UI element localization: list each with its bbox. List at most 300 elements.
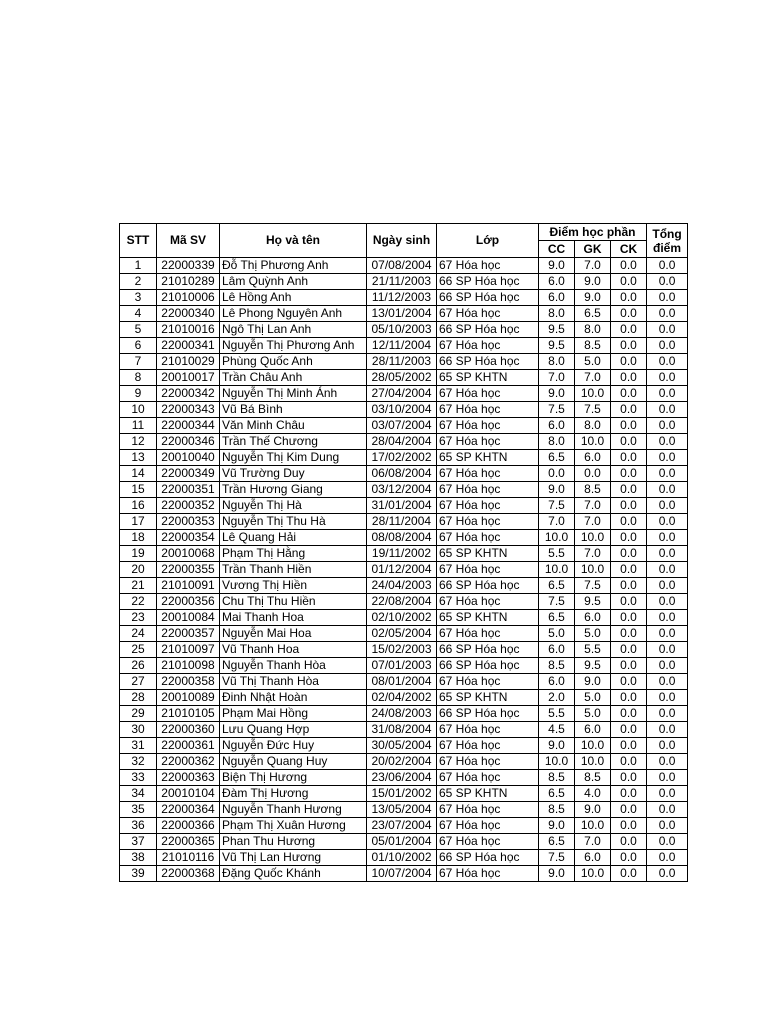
cell-ck: 0.0 xyxy=(611,674,647,690)
cell-gk: 7.0 xyxy=(575,514,611,530)
cell-cc: 9.0 xyxy=(539,386,575,402)
cell-lop: 67 Hóa học xyxy=(437,738,539,754)
cell-ngay-sinh: 12/11/2004 xyxy=(367,338,437,354)
cell-ngay-sinh: 08/08/2004 xyxy=(367,530,437,546)
table-row xyxy=(120,818,688,834)
cell-ck: 0.0 xyxy=(611,802,647,818)
cell-gk: 10.0 xyxy=(575,818,611,834)
cell-tong-diem: 0.0 xyxy=(647,514,688,530)
cell-lop: 66 SP Hóa học xyxy=(437,850,539,866)
cell-ho-ten: Đinh Nhật Hoàn xyxy=(220,690,367,706)
cell-ho-ten: Vũ Thanh Hoa xyxy=(220,642,367,658)
cell-stt: 39 xyxy=(120,866,157,882)
cell-gk: 5.0 xyxy=(575,690,611,706)
cell-ho-ten: Nguyễn Thị Thu Hà xyxy=(220,514,367,530)
cell-ho-ten: Ngô Thị Lan Anh xyxy=(220,322,367,338)
cell-cc: 6.5 xyxy=(539,450,575,466)
cell-ho-ten: Lê Hồng Anh xyxy=(220,290,367,306)
cell-stt: 30 xyxy=(120,722,157,738)
cell-ma-sv: 21010029 xyxy=(157,354,220,370)
cell-gk: 4.0 xyxy=(575,786,611,802)
cell-lop: 66 SP Hóa học xyxy=(437,290,539,306)
cell-cc: 8.0 xyxy=(539,354,575,370)
cell-tong-diem: 0.0 xyxy=(647,802,688,818)
header-gk: GK xyxy=(575,241,611,258)
cell-gk: 10.0 xyxy=(575,434,611,450)
cell-ho-ten: Nguyễn Đức Huy xyxy=(220,738,367,754)
cell-stt: 18 xyxy=(120,530,157,546)
table-row xyxy=(120,850,688,866)
table-row xyxy=(120,322,688,338)
cell-tong-diem: 0.0 xyxy=(647,322,688,338)
cell-ck: 0.0 xyxy=(611,738,647,754)
cell-ngay-sinh: 24/04/2003 xyxy=(367,578,437,594)
cell-tong-diem: 0.0 xyxy=(647,290,688,306)
cell-ma-sv: 22000341 xyxy=(157,338,220,354)
cell-cc: 7.0 xyxy=(539,370,575,386)
cell-ngay-sinh: 08/01/2004 xyxy=(367,674,437,690)
cell-ho-ten: Nguyễn Thị Hà xyxy=(220,498,367,514)
cell-lop: 67 Hóa học xyxy=(437,754,539,770)
cell-ho-ten: Vũ Trường Duy xyxy=(220,466,367,482)
cell-gk: 9.5 xyxy=(575,658,611,674)
cell-stt: 7 xyxy=(120,354,157,370)
cell-ck: 0.0 xyxy=(611,482,647,498)
cell-stt: 21 xyxy=(120,578,157,594)
cell-tong-diem: 0.0 xyxy=(647,530,688,546)
cell-stt: 11 xyxy=(120,418,157,434)
cell-ck: 0.0 xyxy=(611,642,647,658)
cell-ck: 0.0 xyxy=(611,578,647,594)
cell-ho-ten: Nguyễn Thị Minh Ánh xyxy=(220,386,367,402)
cell-ck: 0.0 xyxy=(611,562,647,578)
cell-ck: 0.0 xyxy=(611,402,647,418)
cell-cc: 7.5 xyxy=(539,402,575,418)
cell-ma-sv: 20010089 xyxy=(157,690,220,706)
cell-ngay-sinh: 07/08/2004 xyxy=(367,258,437,274)
cell-ho-ten: Trần Hương Giang xyxy=(220,482,367,498)
cell-gk: 10.0 xyxy=(575,866,611,882)
cell-stt: 20 xyxy=(120,562,157,578)
header-diem-hoc-phan: Điểm học phần xyxy=(539,224,647,241)
table-body xyxy=(120,258,688,882)
cell-ma-sv: 20010068 xyxy=(157,546,220,562)
cell-cc: 8.5 xyxy=(539,802,575,818)
cell-cc: 9.0 xyxy=(539,866,575,882)
cell-stt: 36 xyxy=(120,818,157,834)
table-row xyxy=(120,306,688,322)
cell-ck: 0.0 xyxy=(611,434,647,450)
cell-lop: 67 Hóa học xyxy=(437,594,539,610)
table-row xyxy=(120,578,688,594)
cell-ma-sv: 21010006 xyxy=(157,290,220,306)
cell-ma-sv: 21010098 xyxy=(157,658,220,674)
cell-ma-sv: 22000344 xyxy=(157,418,220,434)
cell-stt: 13 xyxy=(120,450,157,466)
cell-ho-ten: Vũ Bá Bình xyxy=(220,402,367,418)
cell-ck: 0.0 xyxy=(611,690,647,706)
cell-ho-ten: Mai Thanh Hoa xyxy=(220,610,367,626)
header-lop: Lớp xyxy=(437,224,539,258)
cell-ck: 0.0 xyxy=(611,706,647,722)
cell-tong-diem: 0.0 xyxy=(647,674,688,690)
cell-ck: 0.0 xyxy=(611,386,647,402)
cell-ma-sv: 21010016 xyxy=(157,322,220,338)
cell-ngay-sinh: 24/08/2003 xyxy=(367,706,437,722)
cell-ma-sv: 22000354 xyxy=(157,530,220,546)
cell-tong-diem: 0.0 xyxy=(647,418,688,434)
cell-gk: 6.0 xyxy=(575,850,611,866)
table-row xyxy=(120,866,688,882)
cell-gk: 9.5 xyxy=(575,594,611,610)
cell-ck: 0.0 xyxy=(611,770,647,786)
cell-lop: 65 SP KHTN xyxy=(437,370,539,386)
table-row xyxy=(120,530,688,546)
cell-cc: 5.5 xyxy=(539,706,575,722)
cell-gk: 7.0 xyxy=(575,498,611,514)
cell-lop: 67 Hóa học xyxy=(437,258,539,274)
cell-ma-sv: 22000349 xyxy=(157,466,220,482)
cell-ngay-sinh: 23/07/2004 xyxy=(367,818,437,834)
cell-tong-diem: 0.0 xyxy=(647,386,688,402)
cell-ho-ten: Lưu Quang Hợp xyxy=(220,722,367,738)
cell-ma-sv: 22000363 xyxy=(157,770,220,786)
cell-lop: 67 Hóa học xyxy=(437,434,539,450)
table-row xyxy=(120,834,688,850)
table-row xyxy=(120,290,688,306)
cell-ngay-sinh: 02/05/2004 xyxy=(367,626,437,642)
cell-ngay-sinh: 31/08/2004 xyxy=(367,722,437,738)
cell-gk: 7.0 xyxy=(575,258,611,274)
cell-gk: 9.0 xyxy=(575,674,611,690)
cell-ho-ten: Đàm Thị Hương xyxy=(220,786,367,802)
cell-gk: 10.0 xyxy=(575,754,611,770)
cell-tong-diem: 0.0 xyxy=(647,850,688,866)
cell-tong-diem: 0.0 xyxy=(647,370,688,386)
cell-ngay-sinh: 10/07/2004 xyxy=(367,866,437,882)
cell-stt: 2 xyxy=(120,274,157,290)
cell-ho-ten: Nguyễn Quang Huy xyxy=(220,754,367,770)
cell-lop: 65 SP KHTN xyxy=(437,546,539,562)
header-ho-ten: Họ và tên xyxy=(220,224,367,258)
table-row xyxy=(120,466,688,482)
header-ma-sv: Mã SV xyxy=(157,224,220,258)
cell-gk: 6.0 xyxy=(575,450,611,466)
cell-ma-sv: 21010105 xyxy=(157,706,220,722)
table-header xyxy=(120,224,688,258)
table-row xyxy=(120,738,688,754)
cell-ho-ten: Đặng Quốc Khánh xyxy=(220,866,367,882)
header-tong-diem: Tổng điểm xyxy=(647,224,688,258)
table-row xyxy=(120,642,688,658)
cell-ngay-sinh: 28/05/2002 xyxy=(367,370,437,386)
table-row xyxy=(120,546,688,562)
cell-ho-ten: Trần Thế Chương xyxy=(220,434,367,450)
cell-ck: 0.0 xyxy=(611,274,647,290)
cell-ho-ten: Lê Phong Nguyên Anh xyxy=(220,306,367,322)
cell-stt: 32 xyxy=(120,754,157,770)
cell-cc: 6.5 xyxy=(539,610,575,626)
cell-ho-ten: Vũ Thị Lan Hương xyxy=(220,850,367,866)
cell-ngay-sinh: 03/10/2004 xyxy=(367,402,437,418)
cell-ck: 0.0 xyxy=(611,786,647,802)
cell-ck: 0.0 xyxy=(611,530,647,546)
cell-cc: 8.5 xyxy=(539,658,575,674)
cell-stt: 24 xyxy=(120,626,157,642)
header-ck: CK xyxy=(611,241,647,258)
cell-gk: 5.5 xyxy=(575,642,611,658)
cell-gk: 6.5 xyxy=(575,306,611,322)
cell-ngay-sinh: 21/11/2003 xyxy=(367,274,437,290)
cell-ngay-sinh: 05/01/2004 xyxy=(367,834,437,850)
cell-ck: 0.0 xyxy=(611,498,647,514)
cell-cc: 7.5 xyxy=(539,498,575,514)
cell-gk: 10.0 xyxy=(575,562,611,578)
cell-tong-diem: 0.0 xyxy=(647,466,688,482)
cell-ma-sv: 21010289 xyxy=(157,274,220,290)
cell-cc: 10.0 xyxy=(539,530,575,546)
cell-ma-sv: 22000346 xyxy=(157,434,220,450)
cell-ho-ten: Vương Thị Hiền xyxy=(220,578,367,594)
cell-ck: 0.0 xyxy=(611,322,647,338)
cell-ck: 0.0 xyxy=(611,626,647,642)
cell-tong-diem: 0.0 xyxy=(647,562,688,578)
cell-lop: 67 Hóa học xyxy=(437,818,539,834)
table-row xyxy=(120,514,688,530)
table-row xyxy=(120,690,688,706)
cell-tong-diem: 0.0 xyxy=(647,658,688,674)
cell-ngay-sinh: 19/11/2002 xyxy=(367,546,437,562)
cell-tong-diem: 0.0 xyxy=(647,546,688,562)
cell-tong-diem: 0.0 xyxy=(647,706,688,722)
cell-tong-diem: 0.0 xyxy=(647,738,688,754)
cell-lop: 67 Hóa học xyxy=(437,466,539,482)
cell-tong-diem: 0.0 xyxy=(647,770,688,786)
table-row xyxy=(120,418,688,434)
table-row xyxy=(120,626,688,642)
cell-ma-sv: 22000357 xyxy=(157,626,220,642)
cell-ma-sv: 22000358 xyxy=(157,674,220,690)
cell-lop: 67 Hóa học xyxy=(437,530,539,546)
cell-ma-sv: 21010097 xyxy=(157,642,220,658)
table-row xyxy=(120,338,688,354)
cell-ma-sv: 22000364 xyxy=(157,802,220,818)
table-row xyxy=(120,786,688,802)
cell-stt: 14 xyxy=(120,466,157,482)
table-row xyxy=(120,386,688,402)
cell-ck: 0.0 xyxy=(611,418,647,434)
cell-ma-sv: 22000365 xyxy=(157,834,220,850)
cell-gk: 6.0 xyxy=(575,610,611,626)
cell-stt: 10 xyxy=(120,402,157,418)
cell-lop: 65 SP KHTN xyxy=(437,450,539,466)
cell-gk: 5.0 xyxy=(575,706,611,722)
cell-ma-sv: 22000339 xyxy=(157,258,220,274)
cell-ck: 0.0 xyxy=(611,466,647,482)
cell-tong-diem: 0.0 xyxy=(647,354,688,370)
cell-stt: 8 xyxy=(120,370,157,386)
cell-cc: 5.5 xyxy=(539,546,575,562)
cell-ngay-sinh: 13/01/2004 xyxy=(367,306,437,322)
cell-gk: 7.0 xyxy=(575,546,611,562)
cell-ho-ten: Văn Minh Châu xyxy=(220,418,367,434)
cell-cc: 8.5 xyxy=(539,770,575,786)
cell-ngay-sinh: 23/06/2004 xyxy=(367,770,437,786)
cell-gk: 8.5 xyxy=(575,338,611,354)
cell-lop: 67 Hóa học xyxy=(437,418,539,434)
cell-cc: 8.0 xyxy=(539,434,575,450)
cell-cc: 6.5 xyxy=(539,786,575,802)
cell-cc: 6.5 xyxy=(539,834,575,850)
cell-cc: 9.0 xyxy=(539,258,575,274)
cell-ck: 0.0 xyxy=(611,306,647,322)
cell-ck: 0.0 xyxy=(611,370,647,386)
cell-ngay-sinh: 02/10/2002 xyxy=(367,610,437,626)
cell-ho-ten: Nguyễn Thanh Hòa xyxy=(220,658,367,674)
cell-ngay-sinh: 22/08/2004 xyxy=(367,594,437,610)
cell-ngay-sinh: 15/01/2002 xyxy=(367,786,437,802)
cell-lop: 67 Hóa học xyxy=(437,770,539,786)
cell-tong-diem: 0.0 xyxy=(647,610,688,626)
cell-stt: 27 xyxy=(120,674,157,690)
cell-lop: 66 SP Hóa học xyxy=(437,578,539,594)
cell-stt: 5 xyxy=(120,322,157,338)
table-row xyxy=(120,802,688,818)
cell-stt: 15 xyxy=(120,482,157,498)
cell-ma-sv: 22000353 xyxy=(157,514,220,530)
table-row xyxy=(120,498,688,514)
cell-lop: 66 SP Hóa học xyxy=(437,354,539,370)
cell-ho-ten: Lê Quang Hải xyxy=(220,530,367,546)
cell-ck: 0.0 xyxy=(611,338,647,354)
cell-stt: 31 xyxy=(120,738,157,754)
cell-gk: 9.0 xyxy=(575,290,611,306)
table-row xyxy=(120,594,688,610)
cell-lop: 66 SP Hóa học xyxy=(437,274,539,290)
cell-ck: 0.0 xyxy=(611,258,647,274)
cell-tong-diem: 0.0 xyxy=(647,834,688,850)
cell-ma-sv: 21010116 xyxy=(157,850,220,866)
cell-cc: 9.0 xyxy=(539,482,575,498)
cell-lop: 67 Hóa học xyxy=(437,562,539,578)
cell-gk: 5.0 xyxy=(575,354,611,370)
header-ngay-sinh: Ngày sinh xyxy=(367,224,437,258)
cell-tong-diem: 0.0 xyxy=(647,818,688,834)
cell-lop: 67 Hóa học xyxy=(437,498,539,514)
cell-ho-ten: Đỗ Thị Phương Anh xyxy=(220,258,367,274)
cell-stt: 16 xyxy=(120,498,157,514)
cell-tong-diem: 0.0 xyxy=(647,594,688,610)
cell-lop: 65 SP KHTN xyxy=(437,690,539,706)
table-row xyxy=(120,610,688,626)
cell-ck: 0.0 xyxy=(611,818,647,834)
cell-cc: 9.5 xyxy=(539,322,575,338)
cell-stt: 35 xyxy=(120,802,157,818)
cell-tong-diem: 0.0 xyxy=(647,690,688,706)
cell-ma-sv: 22000366 xyxy=(157,818,220,834)
table-row xyxy=(120,258,688,274)
table-row xyxy=(120,754,688,770)
cell-ck: 0.0 xyxy=(611,354,647,370)
cell-cc: 10.0 xyxy=(539,754,575,770)
cell-ngay-sinh: 31/01/2004 xyxy=(367,498,437,514)
cell-cc: 8.0 xyxy=(539,306,575,322)
cell-ma-sv: 22000340 xyxy=(157,306,220,322)
cell-gk: 10.0 xyxy=(575,738,611,754)
cell-tong-diem: 0.0 xyxy=(647,642,688,658)
cell-stt: 37 xyxy=(120,834,157,850)
cell-gk: 9.0 xyxy=(575,274,611,290)
table-row xyxy=(120,402,688,418)
cell-ho-ten: Phạm Thị Xuân Hương xyxy=(220,818,367,834)
cell-ho-ten: Lâm Quỳnh Anh xyxy=(220,274,367,290)
cell-cc: 10.0 xyxy=(539,562,575,578)
cell-tong-diem: 0.0 xyxy=(647,786,688,802)
cell-gk: 8.0 xyxy=(575,322,611,338)
cell-ma-sv: 20010017 xyxy=(157,370,220,386)
cell-ngay-sinh: 07/01/2003 xyxy=(367,658,437,674)
cell-ma-sv: 22000360 xyxy=(157,722,220,738)
cell-cc: 6.0 xyxy=(539,418,575,434)
table-row xyxy=(120,450,688,466)
cell-ma-sv: 20010084 xyxy=(157,610,220,626)
cell-tong-diem: 0.0 xyxy=(647,258,688,274)
cell-cc: 6.0 xyxy=(539,274,575,290)
cell-ho-ten: Vũ Thị Thanh Hòa xyxy=(220,674,367,690)
cell-gk: 10.0 xyxy=(575,530,611,546)
cell-stt: 22 xyxy=(120,594,157,610)
cell-cc: 7.5 xyxy=(539,594,575,610)
cell-cc: 7.0 xyxy=(539,514,575,530)
cell-cc: 9.0 xyxy=(539,738,575,754)
cell-cc: 9.5 xyxy=(539,338,575,354)
cell-tong-diem: 0.0 xyxy=(647,626,688,642)
cell-ck: 0.0 xyxy=(611,290,647,306)
cell-tong-diem: 0.0 xyxy=(647,434,688,450)
cell-cc: 7.5 xyxy=(539,850,575,866)
cell-stt: 1 xyxy=(120,258,157,274)
cell-lop: 66 SP Hóa học xyxy=(437,658,539,674)
cell-ngay-sinh: 11/12/2003 xyxy=(367,290,437,306)
cell-ma-sv: 22000352 xyxy=(157,498,220,514)
cell-cc: 5.0 xyxy=(539,626,575,642)
cell-gk: 8.0 xyxy=(575,418,611,434)
cell-ck: 0.0 xyxy=(611,546,647,562)
table-row xyxy=(120,370,688,386)
cell-ho-ten: Phan Thu Hương xyxy=(220,834,367,850)
table-row xyxy=(120,770,688,786)
cell-ma-sv: 22000355 xyxy=(157,562,220,578)
cell-lop: 66 SP Hóa học xyxy=(437,706,539,722)
cell-stt: 12 xyxy=(120,434,157,450)
cell-ho-ten: Trần Châu Anh xyxy=(220,370,367,386)
cell-stt: 25 xyxy=(120,642,157,658)
cell-tong-diem: 0.0 xyxy=(647,722,688,738)
cell-ck: 0.0 xyxy=(611,658,647,674)
cell-ma-sv: 22000362 xyxy=(157,754,220,770)
cell-gk: 7.5 xyxy=(575,578,611,594)
cell-ho-ten: Biện Thị Hương xyxy=(220,770,367,786)
cell-ho-ten: Nguyễn Thị Phương Anh xyxy=(220,338,367,354)
cell-lop: 67 Hóa học xyxy=(437,722,539,738)
table-row xyxy=(120,482,688,498)
cell-gk: 0.0 xyxy=(575,466,611,482)
table-row xyxy=(120,274,688,290)
cell-lop: 67 Hóa học xyxy=(437,834,539,850)
cell-stt: 6 xyxy=(120,338,157,354)
cell-ma-sv: 20010104 xyxy=(157,786,220,802)
cell-ma-sv: 22000361 xyxy=(157,738,220,754)
